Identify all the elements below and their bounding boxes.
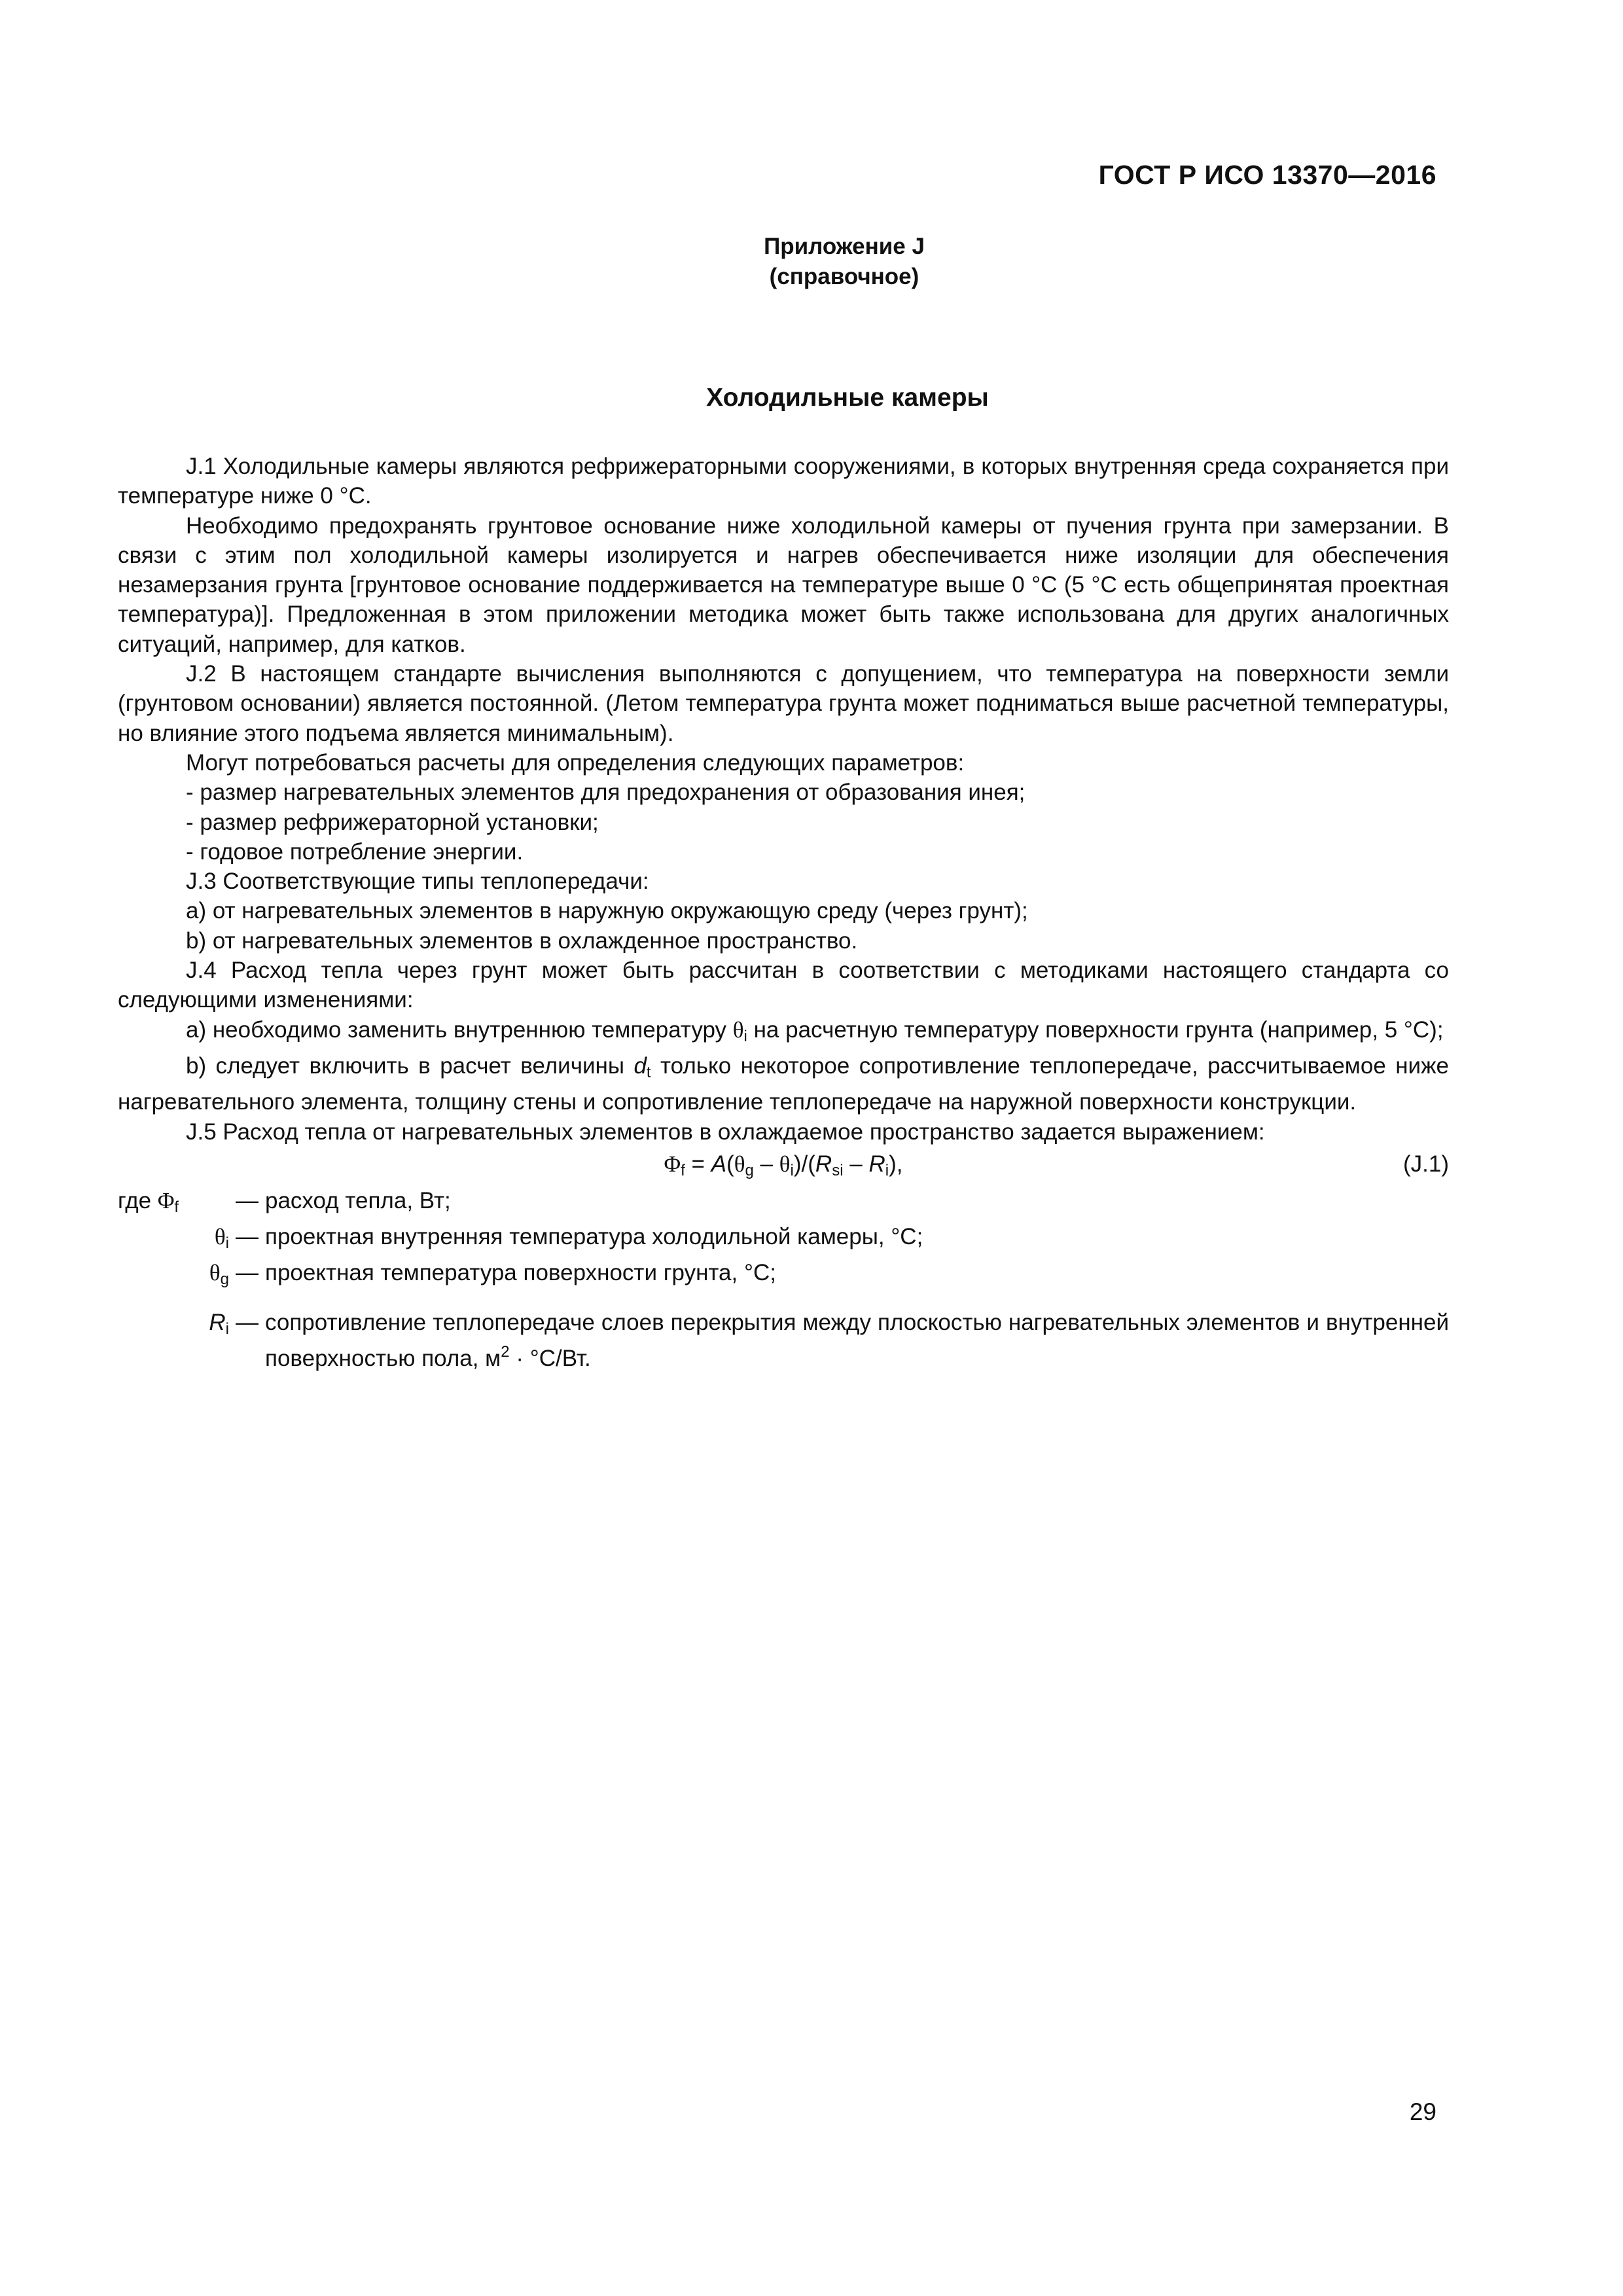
list-item: a) необходимо заменить внутреннюю температуру $\theta_i$ на расчетную температуру поверхности грунта (например, 5 °С);: [186, 1016, 1444, 1045]
document-body: [118, 452, 1449, 1373]
formula-j1: [118, 1149, 1449, 1182]
formula-number: (J.1): [1403, 1151, 1449, 1177]
formula-expression: $\Phi_f = A(\theta_g - \theta_i)/(R_{si} - R_i)$,: [664, 1151, 903, 1179]
annex-type: (справочное): [769, 264, 919, 289]
document-code-header: ГОСТ Р ИСО 13370—2016: [1098, 160, 1436, 190]
list-item: a) от нагревательных элементов в наружную окружающую среду (через грунт);: [186, 898, 1028, 924]
where-item: $\theta_g$ — проектная температура поверхности грунта, °С;: [209, 1260, 776, 1289]
list-item: b) следует включить в расчет величины $d_t$ только некоторое сопротивление теплопередаче, рассчитываемое ниже нагревательного элемента, толщину стены и сопротивление теплопередаче на наружной поверхности конструкции.: [118, 1052, 1449, 1115]
paragraph: Необходимо предохранять грунтовое основание ниже холодильной камеры от пучения грунта при замерзании. В связи с этим пол холодильной камеры изолируется и нагрев обеспечивается ниже изоляции для обеспечения незамерзания грунта [грунтовое основание поддерживается на температуре выше 0 °С (5 °С есть общепринятая проектная температура)]. Предложенная в этом приложении методика может быть также использована для других аналогичных ситуаций, например, для катков.: [118, 512, 1449, 657]
where-list: [118, 1186, 1449, 1373]
paragraph-j5: J.5 Расход тепла от нагревательных элементов в охлаждаемое пространство задается выражением:: [186, 1119, 1265, 1145]
annex-heading: [0, 232, 1623, 292]
list-item: - размер нагревательных элементов для предохранения от образования инея;: [186, 780, 1026, 806]
page-number: 29: [1409, 2098, 1436, 2125]
list-item: - размер рефрижераторной установки;: [186, 809, 599, 835]
paragraph-j4: J.4 Расход тепла через грунт может быть рассчитан в соответствии с методиками настоящего стандарта со следующими изменениями:: [118, 958, 1449, 1013]
annex-label: Приложение J: [764, 234, 925, 259]
where-item: $R_i$ — сопротивление теплопередаче слоев перекрытия между плоскостью нагревательных элементов и внутренней поверхностью пола, $м^2 \cdot ^\circ С/Вт$.: [209, 1309, 1449, 1371]
section-title: Холодильные камеры: [706, 384, 989, 412]
paragraph-j3: J.3 Соответствующие типы теплопередачи:: [186, 869, 649, 895]
where-item: $\theta_i$ — проектная внутренняя температура холодильной камеры, °С;: [214, 1224, 923, 1253]
paragraph-j1: J.1 Холодильные камеры являются рефрижераторными сооружениями, в которых внутренняя среда сохраняется при температуре ниже 0 °С.: [118, 454, 1449, 509]
paragraph: Могут потребоваться расчеты для определения следующих параметров:: [186, 749, 965, 776]
where-item: где $\Phi_f$ — расход тепла, Вт;: [118, 1187, 451, 1216]
paragraph-j2: J.2 В настоящем стандарте вычисления выполняются с допущением, что температура на поверхности земли (грунтовом основании) является постоянной. (Летом температура грунта может подниматься выше расчетной температуры, но влияние этого подъема является минимальным).: [118, 661, 1449, 746]
list-item: - годовое потребление энергии.: [186, 838, 524, 865]
list-item: b) от нагревательных элементов в охлажденное пространство.: [186, 927, 858, 954]
